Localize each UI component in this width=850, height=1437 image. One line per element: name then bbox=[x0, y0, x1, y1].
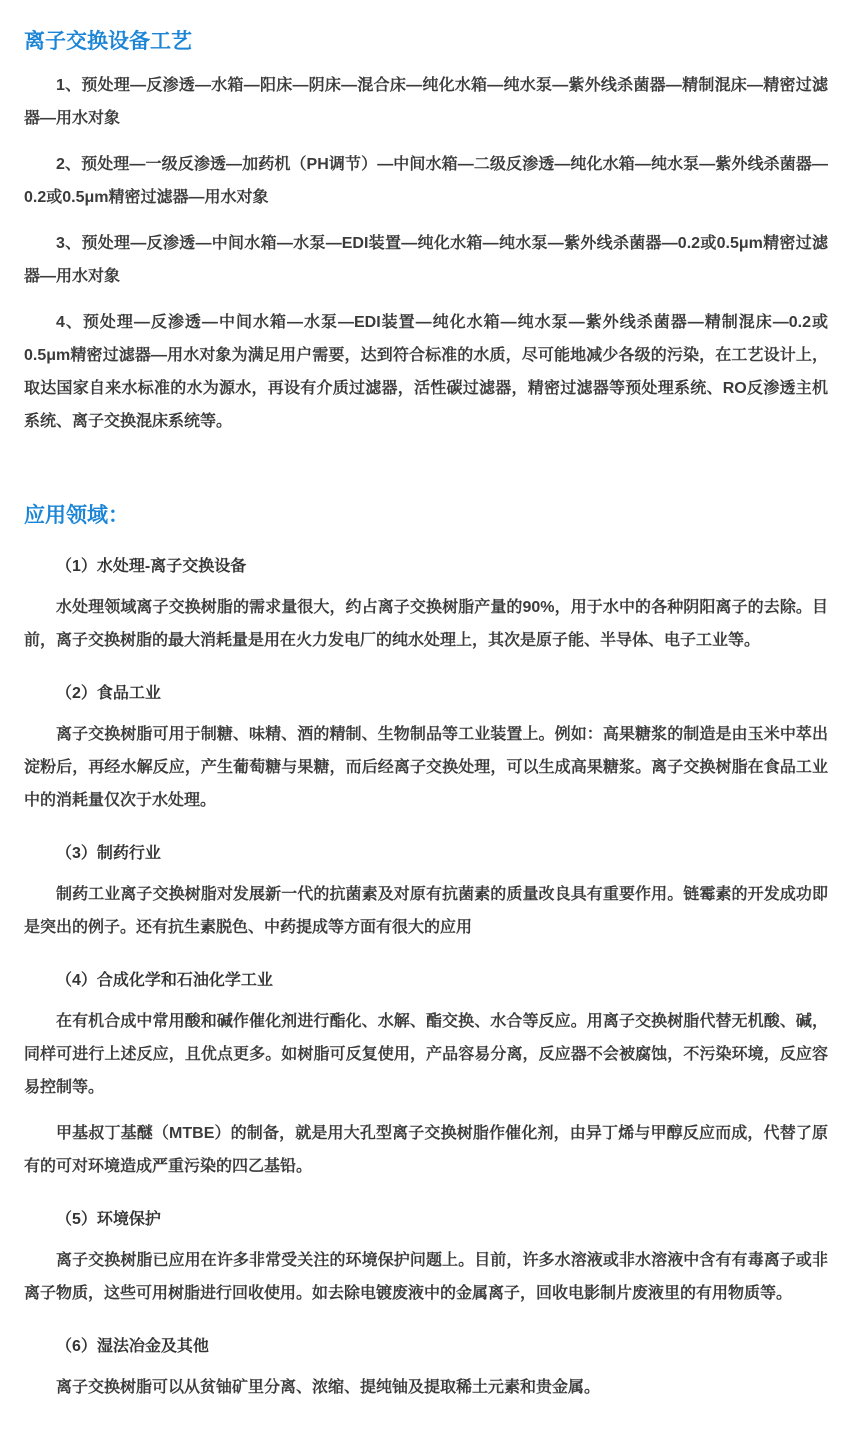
application-heading: （3）制药行业 bbox=[56, 845, 161, 862]
application-paragraph: 水处理领域离子交换树脂的需求量很大，约占离子交换树脂产量的90%，用于水中的各种阴阳离子的去除。目前，离子交换树脂的最大消耗量是用在火力发电厂的纯水处理上，其次是原子能、半导体、电子工业等。 bbox=[24, 599, 828, 649]
application-heading: （5）环境保护 bbox=[56, 1211, 161, 1228]
application-paragraph: 甲基叔丁基醚（MTBE）的制备，就是用大孔型离子交换树脂作催化剂，由异丁烯与甲醇反应而成，代替了原有的可对环境造成严重污染的四乙基铅。 bbox=[24, 1125, 828, 1175]
process-step-3: 3、预处理—反渗透—中间水箱—水泵—EDI装置—纯化水箱—纯水泵—紫外线杀菌器—0.2或0.5μm精密过滤器—用水对象 bbox=[24, 235, 828, 285]
application-paragraph: 离子交换树脂可以从贫铀矿里分离、浓缩、提纯铀及提取稀土元素和贵金属。 bbox=[56, 1379, 601, 1396]
application-synthetic-chemistry bbox=[24, 971, 828, 1183]
application-paragraph: 在有机合成中常用酸和碱作催化剂进行酯化、水解、酯交换、水合等反应。用离子交换树脂代替无机酸、碱，同样可进行上述反应，且优点更多。如树脂可反复使用，产品容易分离，反应器不会被腐蚀，不污染环境，反应容易控制等。 bbox=[24, 1013, 828, 1096]
application-water-treatment bbox=[24, 557, 828, 657]
process-step-4: 4、预处理—反渗透—中间水箱—水泵—EDI装置—纯化水箱—纯水泵—紫外线杀菌器—精制混床—0.2或0.5μm精密过滤器—用水对象为满足用户需要，达到符合标准的水质，尽可能地减少各级的污染，在工艺设计上，取达国家自来水标准的水为源水，再设有介质过滤器，活性碳过滤器，精密过滤器等预处理系统、RO反渗透主机系统、离子交换混床系统等。 bbox=[24, 314, 828, 430]
process-step-1: 1、预处理—反渗透—水箱—阳床—阴床—混合床—纯化水箱—纯水泵—紫外线杀菌器—精制混床—精密过滤器—用水对象 bbox=[24, 77, 828, 127]
application-paragraph: 离子交换树脂已应用在许多非常受关注的环境保护问题上。目前，许多水溶液或非水溶液中含有有毒离子或非离子物质，这些可用树脂进行回收使用。如去除电镀废液中的金属离子，回收电影制片废液里的有用物质等。 bbox=[24, 1252, 828, 1302]
application-food-industry bbox=[24, 684, 828, 817]
application-heading: （4）合成化学和石油化学工业 bbox=[56, 972, 273, 989]
application-hydrometallurgy bbox=[24, 1337, 828, 1404]
application-paragraph: 离子交换树脂可用于制糖、味精、酒的精制、生物制品等工业装置上。例如：高果糖浆的制造是由玉米中萃出淀粉后，再经水解反应，产生葡萄糖与果糖，而后经离子交换处理，可以生成高果糖浆。离子交换树脂在食品工业中的消耗量仅次于水处理。 bbox=[24, 726, 828, 809]
application-heading: （2）食品工业 bbox=[56, 685, 161, 702]
application-heading: （1）水处理-离子交换设备 bbox=[56, 558, 247, 575]
application-environmental-protection bbox=[24, 1210, 828, 1310]
application-heading: （6）湿法冶金及其他 bbox=[56, 1338, 209, 1355]
process-step-2: 2、预处理—一级反渗透—加药机（PH调节）—中间水箱—二级反渗透—纯化水箱—纯水泵—紫外线杀菌器—0.2或0.5μm精密过滤器—用水对象 bbox=[24, 156, 828, 206]
process-section-title: 离子交换设备工艺 bbox=[24, 30, 192, 53]
applications-section-title: 应用领域： bbox=[24, 504, 129, 527]
application-paragraph: 制药工业离子交换树脂对发展新一代的抗菌素及对原有抗菌素的质量改良具有重要作用。链霉素的开发成功即是突出的例子。还有抗生素脱色、中药提成等方面有很大的应用 bbox=[24, 886, 828, 936]
application-pharmaceutical bbox=[24, 844, 828, 944]
